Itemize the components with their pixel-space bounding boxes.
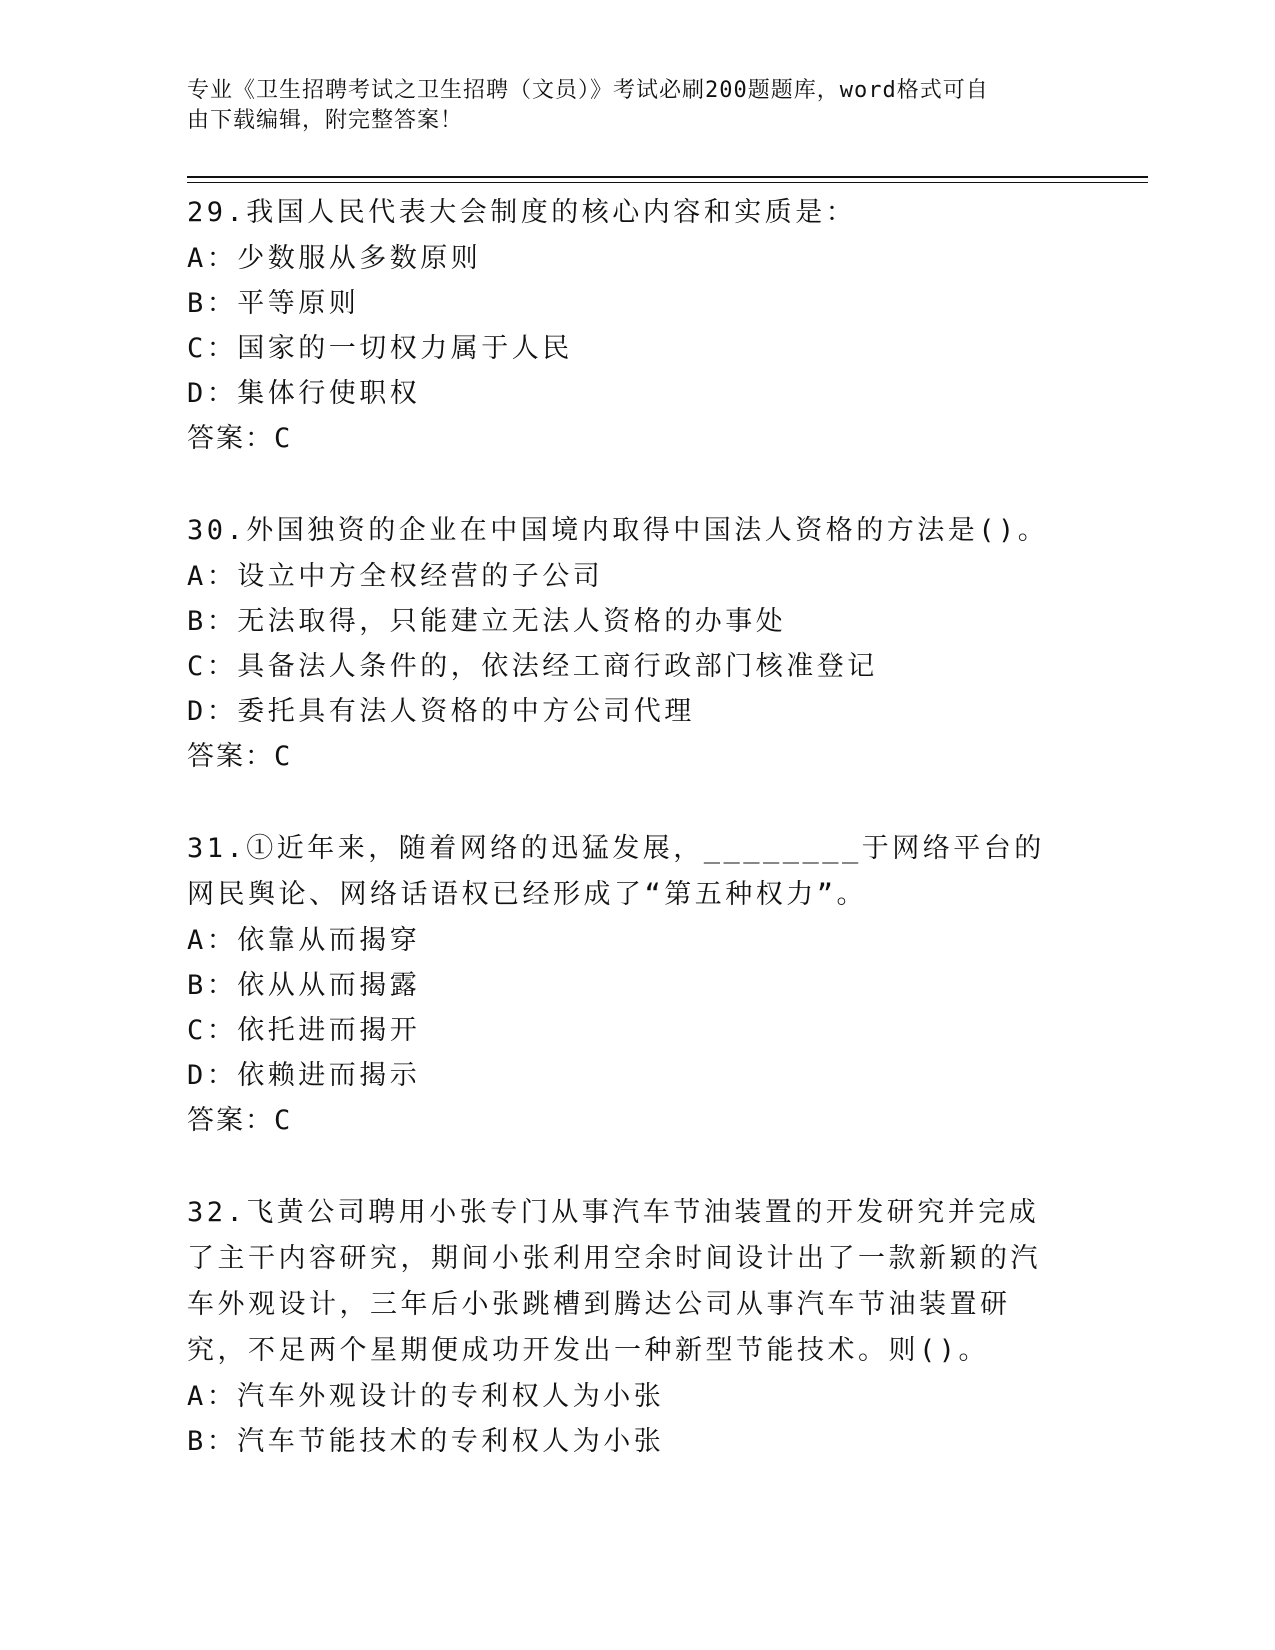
option-d: D：依赖进而揭示 xyxy=(187,1060,421,1091)
header-line-1: 专业《卫生招聘考试之卫生招聘（文员）》考试必刷200题题库，word格式可自 xyxy=(187,78,989,103)
option-b: B：平等原则 xyxy=(187,288,360,319)
question-text: 30.外国独资的企业在中国境内取得中国法人资格的方法是()。 xyxy=(187,515,1049,546)
option-a: A：少数服从多数原则 xyxy=(187,243,482,274)
header-divider-thin xyxy=(187,182,1148,183)
question-text: 31.①近年来，随着网络的迅猛发展，________于网络平台的网民舆论、网络话语权已经形成了“第五种权力”。 xyxy=(187,833,1045,910)
option-c: C：国家的一切权力属于人民 xyxy=(187,333,573,364)
header-divider xyxy=(187,176,1148,178)
option-b: B：无法取得，只能建立无法人资格的办事处 xyxy=(187,606,787,637)
answer: 答案：C xyxy=(187,741,293,772)
option-d: D：委托具有法人资格的中方公司代理 xyxy=(187,696,695,727)
option-b: B：汽车节能技术的专利权人为小张 xyxy=(187,1426,665,1457)
answer: 答案：C xyxy=(187,1105,293,1136)
option-c: C：具备法人条件的，依法经工商行政部门核准登记 xyxy=(187,651,878,682)
question-text: 29.我国人民代表大会制度的核心内容和实质是： xyxy=(187,197,857,228)
question-32 xyxy=(187,1190,1087,1464)
header-line-2: 由下载编辑，附完整答案！ xyxy=(187,108,464,133)
question-list xyxy=(187,190,1087,1510)
question-30 xyxy=(187,508,1087,780)
question-29 xyxy=(187,190,1087,462)
question-31 xyxy=(187,826,1087,1144)
option-a: A：依靠从而揭穿 xyxy=(187,925,421,956)
answer: 答案：C xyxy=(187,423,293,454)
option-a: A：设立中方全权经营的子公司 xyxy=(187,561,604,592)
page-header xyxy=(187,76,1067,136)
option-a: A：汽车外观设计的专利权人为小张 xyxy=(187,1381,665,1412)
option-d: D：集体行使职权 xyxy=(187,378,421,409)
option-b: B：依从从而揭露 xyxy=(187,970,421,1001)
option-c: C：依托进而揭开 xyxy=(187,1015,421,1046)
question-text: 32.飞黄公司聘用小张专门从事汽车节油装置的开发研究并完成了主干内容研究，期间小张利用空余时间设计出了一款新颖的汽车外观设计，三年后小张跳槽到腾达公司从事汽车节油装置研究，不足两个星期便成功开发出一种新型节能技术。则()。 xyxy=(187,1197,1041,1366)
